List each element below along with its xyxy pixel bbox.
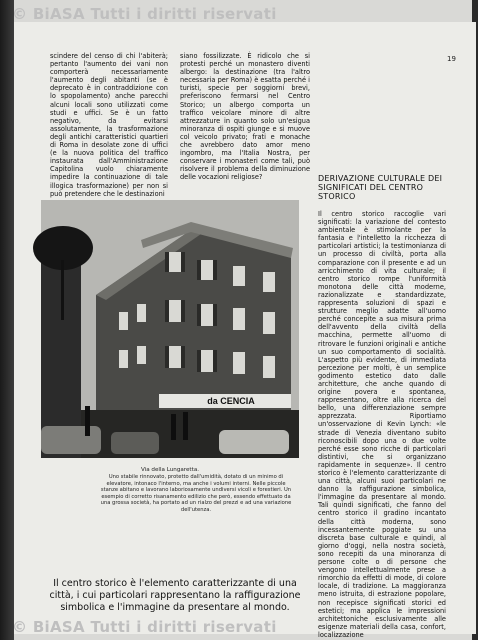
watermark-bottom: © BiASA Tutti i diritti riservati — [12, 618, 277, 636]
photo-caption: Uno stabile rinnovato, protetto dall'umidità, dotato di un minimo di elevatore, intonaco l'interno, ma anche i volumi interni. Nelle piccole stanze abitano e lavorano laboriosamente undiversi vicoli e forestieri. Un esempio di corretto risanamento edilizio che però, essendo effettuato da una grossa società, ha portato ad un rialzo del prezzi e ad una variazione dell'utenza. — [100, 474, 292, 513]
scan-edge-left — [0, 0, 14, 640]
text-column-1 — [50, 52, 168, 198]
building-photo — [41, 200, 299, 458]
column-1-text: scindere del censo di chi l'abiterà; pertanto l'aumento dei vani non comporterà necessariamente l'aumento degli abitanti (se è deprecato è in contraddizione con lo spopolamento) anche parecchi alcuni locali sono utilizzati come studi e uffici. Se è un fatto negativo, da evitarsi assolutamente, la trasformazione degli antichi caratteristici quartieri di Roma in desolate zone di uffici (e la nuova politica del traffico instaurata dall'Amministrazione Capitolina vuolo chiaramente impedire la continuazione di tale illogica trasformazione) per non si può pretendere che le destinazioni — [50, 52, 168, 198]
column-2-text: siano fossilizzate. È ridicolo che si protesti perché un monastero diventi albergo: la destinazione (tra l'altro necessaria per Roma) è esatta perché i turisti, specie per soggiorni brevi, preferiscono fermarsi nel Centro Storico; un albergo comporta un traffico veicolare minore di altre attrezzature in quanto solo un'esigua minoranza di ospiti giunge e si muove col veicolo privato; frati e monache che avrebbero dato amor meno ingombro, ma l'Italia Nostra, per conservare i monasteri come tali, può risolvere il problema della diminuzione delle vocazioni religiose? — [180, 52, 310, 182]
column-3-text: Il centro storico raccoglie vari significati: la variazione del contesto ambientale è stimolante per la fantasia e l'intelletto la ricchezza di particolari artistici; la testimonianza di un processo di civiltà, porta alla comparazione con il presente e ad un arricchimento di vita culturale; il centro storico rompe l'uniformità monotona delle città moderne, razionalizzate e standardizzate, rappresenta soluzioni di spazi e strutture meglio adatte all'uomo perché concepite a sua misura prima dell'avvento della civiltà della macchina, permette all'uomo di ritrovare le funzioni originali e antiche un suo comportamento di socialità. L'aspetto più evidente, di immediata percezione per molti, è un semplice godimento estetico dato dalle architetture, che anche quando di origine povera e spontanea, rappresentano, oltre alla ricerca del bello, una differenziazione sempre apprezzata. Riportiamo un'osservazione di Kevin Lynch: «le strade di Venezia diventano subito riconoscibili dopo una o due volte perché esse sono ricche di particolari distintivi, che si organizzano rapidamente in sequenze». Il centro storico è l'elemento caratterizzante di una città, alcuni suoi particolari ne danno la raffigurazione simbolica, l'immagine da presentare al mondo. Tali quindi significati, che fanno del centro storico il gradino incantato della città moderna, sono incessantemente poggiate su una discreta base culturale e quindi, al giorno d'oggi, nella nostra società, sono recepiti da una minoranza di persone colte o di persone che vengono intellettualmente prese a rimorchio da effetti di mode, di colore locale, di tradizione. La maggioranza meno istruita, di estrazione popolare, non recepisce significati storici ed estetici; ma applica le impressioni architettoniche esclusivamente alle esigenze materiali della casa, confort, localizzazione — [318, 210, 446, 639]
text-column-3 — [318, 210, 446, 639]
building-photo-illustration — [41, 200, 299, 458]
text-column-2 — [180, 52, 310, 182]
page-number: 19 — [447, 55, 456, 63]
photo-caption-title: Via della Lungaretta. — [140, 467, 200, 473]
pull-quote: Il centro storico è l'elemento caratterizzante di una città, i cui particolari rappresentano la raffigurazione simbolica e l'immagine da presentare al mondo. — [49, 578, 301, 613]
shop-sign-text: da CENCIA — [207, 396, 255, 406]
section-heading: DERIVAZIONE CULTURALE DEI SIGNIFICATI DEL CENTRO STORICO — [318, 174, 443, 201]
watermark-top: © BiASA Tutti i diritti riservati — [12, 5, 277, 23]
